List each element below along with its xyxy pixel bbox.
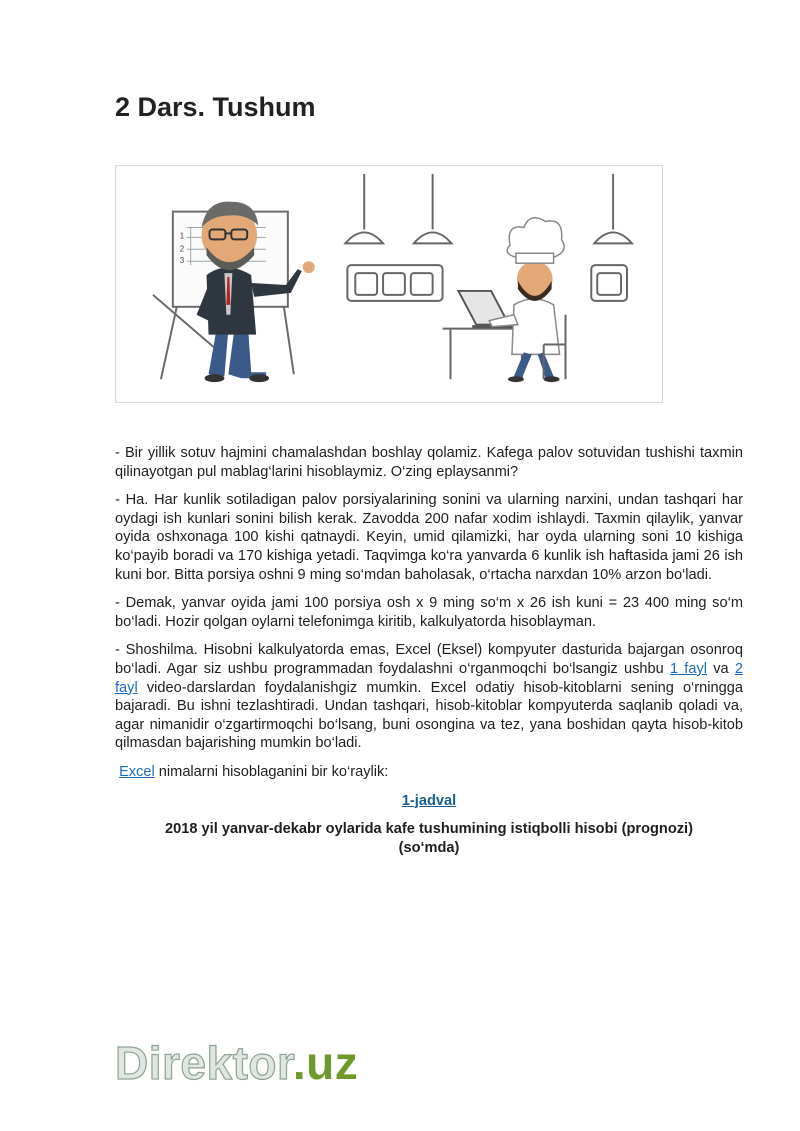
paragraph-4-text-b: video-darslardan foydalanishgiz mumkin. Excel odatiy hisob-kitoblarni sening o‘rningga bajaradi. Bu ishni tezlashtiradi. Undan tashqari, hisob-kitoblar kompyuterda saqlanib qoladi va, agar nimanidir o‘zgartirmoqchi bo‘lsang, buni osongina va tez, yana boshidan qayta hisob-kitob qilmasdan bajarishing mumkin bo‘ladi.	[115, 679, 743, 752]
paragraph-5-text: nimalarni hisoblaganini bir ko‘raylik:	[154, 763, 389, 780]
paragraph-3: - Demak, yanvar oyida jami 100 porsiya osh x 9 ming so‘m x 26 ish kuni = 23 400 ming so‘m bo‘ladi. Hozir qolgan oylarni telefonimga kiritib, kalkulyatorda hisoblayman.	[115, 595, 743, 630]
excel-link[interactable]: Excel	[119, 763, 155, 780]
board-number-3: 3	[179, 256, 185, 266]
page-title: 2 Dars. Tushum	[115, 92, 316, 122]
dialogue-text	[115, 444, 743, 868]
direktor-logo	[115, 1036, 358, 1090]
table-title-line-1: 2018 yil yanvar-dekabr oylarida kafe tushumining istiqbolli hisobi (prognozi)	[165, 821, 693, 838]
table-title	[115, 820, 743, 858]
illustration	[115, 165, 663, 403]
table-reference	[115, 792, 743, 811]
ceiling-lamps	[345, 174, 632, 243]
paragraph-4-text-mid: va	[707, 660, 735, 677]
file-2-link[interactable]: 2 fayl	[115, 660, 743, 696]
paragraph-5	[115, 763, 743, 782]
file-1-link[interactable]: 1 fayl	[669, 660, 708, 677]
board-number-1: 1	[179, 231, 185, 241]
chef-character	[489, 218, 564, 382]
logo-text-uz: .uz	[292, 1037, 359, 1089]
paragraph-4	[115, 641, 743, 753]
teacher-chef-illustration	[116, 166, 662, 402]
board-number-2: 2	[179, 244, 185, 254]
logo-text-direktor: Direktor	[115, 1037, 293, 1089]
table-title-line-2: (so‘mda)	[398, 840, 460, 857]
paragraph-4-text-a: - Shoshilma. Hisobni kalkulyatorda emas, Excel (Eksel) kompyuter dasturida bajargan osonroq bo‘ladi. Agar siz ushbu programmadan foydalashni o‘rganmoqchi bo‘lsangiz ushbu	[115, 642, 743, 677]
teacher-character	[197, 202, 315, 383]
paragraph-2: - Ha. Har kunlik sotiladigan palov porsiyalarining sonini va ularning narxini, undan tashqari har oydagi ish kunlari sonini bilish kerak. Zavodda 200 nafar xodim ishlaydi. Taxmin qilaylik, yanvar oyida oshxonaga 100 kishi qatnaydi. Keyin, umid qilamizki, har oyda ularning soni 10 kishiga ko‘payib boradi va 170 kishiga yetadi. Taqvimga ko‘ra yanvarda 6 kunlik ish haftasida jami 26 ish kuni bor. Bitta porsiya oshni 9 ming so‘mdan baholasak, o‘rtacha narxdan 10% arzon bo‘ladi.	[115, 492, 743, 583]
table-1-link[interactable]: 1-jadval	[401, 792, 457, 809]
paragraph-1: - Bir yillik sotuv hajmini chamalashdan boshlay qolamiz. Kafega palov sotuvidan tushishi taxmin qilinayotgan pul mablag‘larini hisoblaymiz. O‘zing eplaysanmi?	[115, 445, 743, 480]
